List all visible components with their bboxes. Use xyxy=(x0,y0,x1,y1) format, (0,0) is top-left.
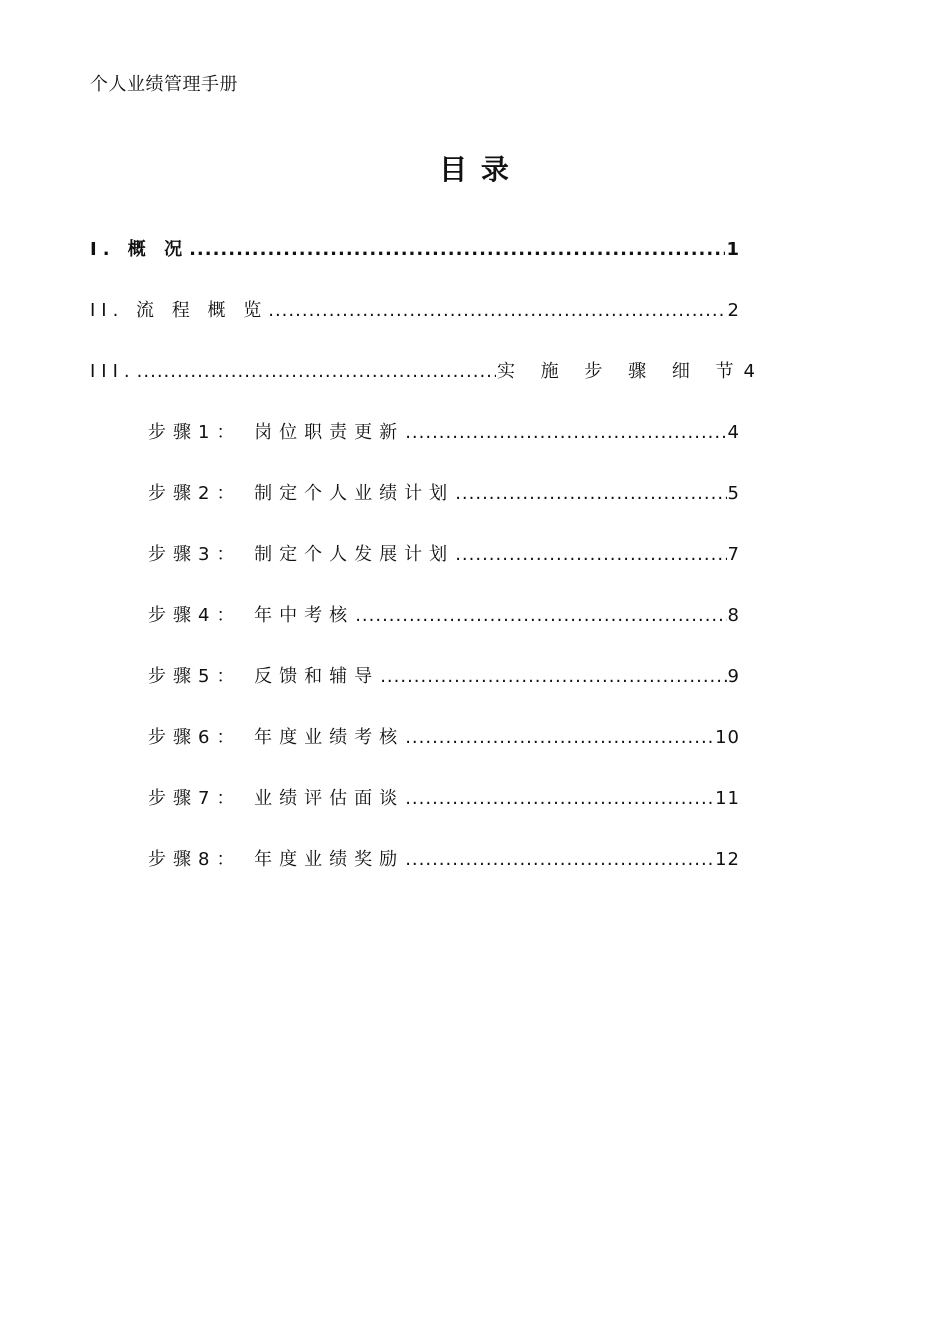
toc-entry-label: 步骤3： 制定个人发展计划 xyxy=(148,544,455,565)
toc-entry-page: 7 xyxy=(727,544,740,565)
toc-entry-label: 步骤4： 年中考核 xyxy=(148,605,355,626)
toc-leader-dots xyxy=(455,483,726,504)
toc-entry-page: 5 xyxy=(727,483,740,504)
toc-title: 目 录 xyxy=(439,153,511,186)
toc-entry-process-overview[interactable] xyxy=(90,296,740,322)
toc-leader-dots xyxy=(380,666,726,687)
toc-entry-page: 1 xyxy=(726,239,740,260)
toc-entry-step-1[interactable] xyxy=(148,418,740,444)
toc-entry-step-8[interactable] xyxy=(148,845,740,871)
document-header: 个人业绩管理手册 xyxy=(90,74,238,95)
toc-entry-page: 10 xyxy=(715,727,740,748)
toc-entry-label: 步骤1： 岗位职责更新 xyxy=(148,422,405,443)
toc-entry-page: 11 xyxy=(715,788,740,809)
toc-leader-dots xyxy=(405,849,714,870)
toc-leader-dots xyxy=(405,727,714,748)
toc-entry-page: 2 xyxy=(727,300,740,321)
toc-entry-label: III. xyxy=(90,361,136,382)
toc-entry-label: I. 概 况 xyxy=(90,239,189,260)
toc-entry-label: 步骤5： 反馈和辅导 xyxy=(148,666,380,687)
toc-entry-implementation-details[interactable] xyxy=(90,357,756,383)
toc-entry-label: 步骤6： 年度业绩考核 xyxy=(148,727,405,748)
toc-entry-label: II. 流 程 概 览 xyxy=(90,300,268,321)
toc-entry-label: 步骤8： 年度业绩奖励 xyxy=(148,849,405,870)
toc-entry-step-7[interactable] xyxy=(148,784,740,810)
toc-entry-page: 4 xyxy=(727,422,740,443)
toc-entry-label: 步骤2： 制定个人业绩计划 xyxy=(148,483,455,504)
toc-leader-dots xyxy=(405,788,714,809)
toc-leader-dots xyxy=(405,422,726,443)
toc-entry-page: 8 xyxy=(727,605,740,626)
toc-leader-dots xyxy=(137,361,496,382)
toc-entry-step-5[interactable] xyxy=(148,662,740,688)
toc-entry-label: 步骤7： 业绩评估面谈 xyxy=(148,788,405,809)
toc-entry-page: 12 xyxy=(715,849,740,870)
toc-leader-dots xyxy=(268,300,726,321)
toc-entry-step-2[interactable] xyxy=(148,479,740,505)
toc-entry-page: 9 xyxy=(727,666,740,687)
toc-entry-step-4[interactable] xyxy=(148,601,740,627)
toc-entry-overview[interactable] xyxy=(90,235,740,261)
toc-leader-dots xyxy=(189,239,725,260)
toc-leader-dots xyxy=(455,544,726,565)
toc-entry-title: 实 施 步 骤 细 节 xyxy=(496,361,744,382)
toc-entry-page: 4 xyxy=(743,361,756,382)
toc-entry-step-6[interactable] xyxy=(148,723,740,749)
toc-leader-dots xyxy=(355,605,726,626)
toc-entry-step-3[interactable] xyxy=(148,540,740,566)
